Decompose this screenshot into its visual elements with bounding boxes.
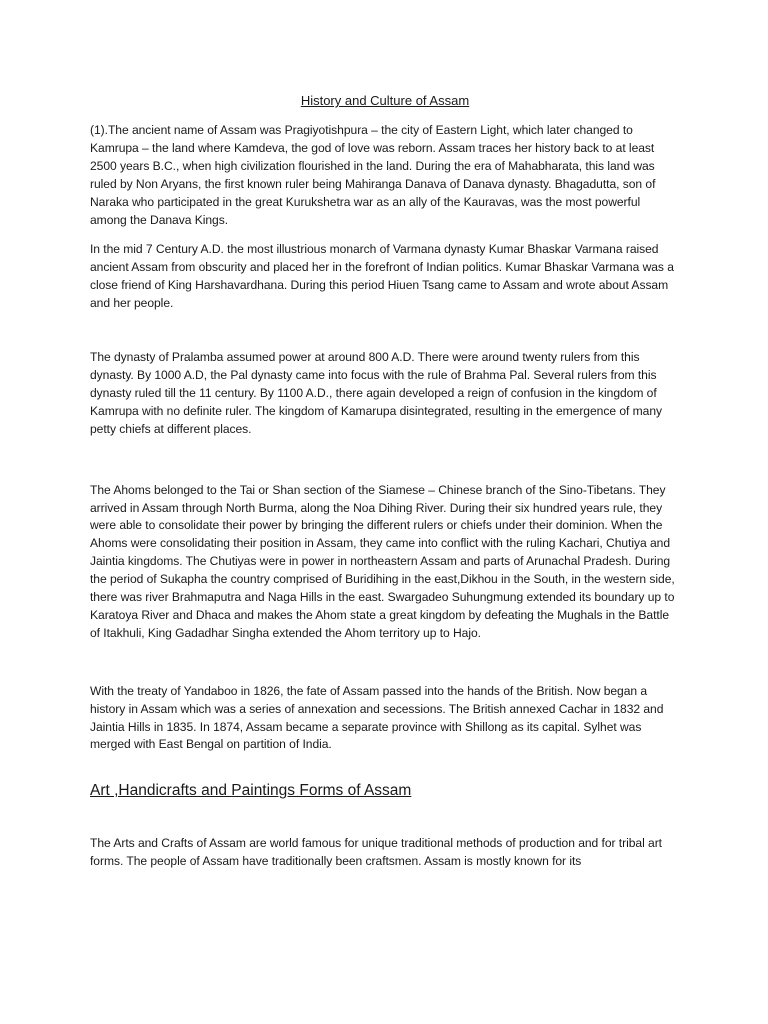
paragraph-varmana-dynasty: In the mid 7 Century A.D. the most illustrious monarch of Varmana dynasty Kumar Bhaskar Varmana raised ancient Assam from obscurity and placed her in the forefront of Indian politics. Kumar Bhaskar Varmana was a close friend of King Harshavardhana. During this period Hiuen Tsang came to Assam and wrote about Assam and her people.	[90, 242, 674, 311]
paragraph-british-era: With the treaty of Yandaboo in 1826, the fate of Assam passed into the hands of the British. Now began a history in Assam which was a series of annexation and secessions. The British annexed Cachar in 1832 and Jaintia Hills in 1835. In 1874, Assam became a separate province with Shillong as its capital. Sylhet was merged with East Bengal on partition of India.	[90, 683, 664, 752]
document-page	[90, 92, 680, 871]
document-title: History and Culture of Assam	[300, 93, 470, 108]
paragraph-pralamba-pal-dynasty: The dynasty of Pralamba assumed power at around 800 A.D. There were around twenty rulers from this dynasty. By 1000 A.D, the Pal dynasty came into focus with the rule of Brahma Pal. Several rulers from this dynasty ruled till the 11 century. By 1100 A.D., there again developed a reign of confusion in the kingdom of Kamrupa with no definite ruler. The kingdom of Kamarupa disintegrated, resulting in the emergence of many petty chiefs at different places.	[90, 350, 662, 436]
paragraph-ancient-history: (1).The ancient name of Assam was Pragiyotishpura – the city of Eastern Light, which later changed to Kamrupa – the land where Kamdeva, the god of love was reborn. Assam traces her history back to at least 2500 years B.C., when high civilization flourished in the land. During the era of Mahabharata, this land was ruled by Non Aryans, the first known ruler being Mahiranga Danava of Danava dynasty. Bhagadutta, son of Naraka who participated in the great Kurukshetra war as an ally of the Kauravas, was the most powerful among the Danava Kings.	[90, 123, 656, 227]
paragraph-arts-crafts: The Arts and Crafts of Assam are world famous for unique traditional methods of production and for tribal art forms. The people of Assam have traditionally been craftsmen. Assam is mostly known for its	[90, 836, 662, 869]
paragraph-ahom-rule: The Ahoms belonged to the Tai or Shan section of the Siamese – Chinese branch of the Sino-Tibetans. They arrived in Assam through North Burma, along the Noa Dihing River. During their six hundred years rule, they were able to consolidate their power by bringing the different rulers or chiefs under their dominion. When the Ahoms were consolidating their position in Assam, they came into conflict with the ruling Kachari, Chutiya and Jaintia kingdoms. The Chutiyas were in power in northeastern Assam and parts of Arunachal Pradesh. During the period of Sukapha the country comprised of Buridihing in the east,Dikhou in the South, in the western side, there was river Brahmaputra and Naga Hills in the east. Swargadeo Suhungmung extended its boundary up to Karatoya River and Dhaca and makes the Ahom state a great kingdom by defeating the Mughals in the Battle of Itakhuli, King Gadadhar Singha extended the Ahom territory up to Hajo.	[90, 482, 675, 640]
section-heading-arts: Art ,Handicrafts and Paintings Forms of Assam	[90, 782, 412, 800]
